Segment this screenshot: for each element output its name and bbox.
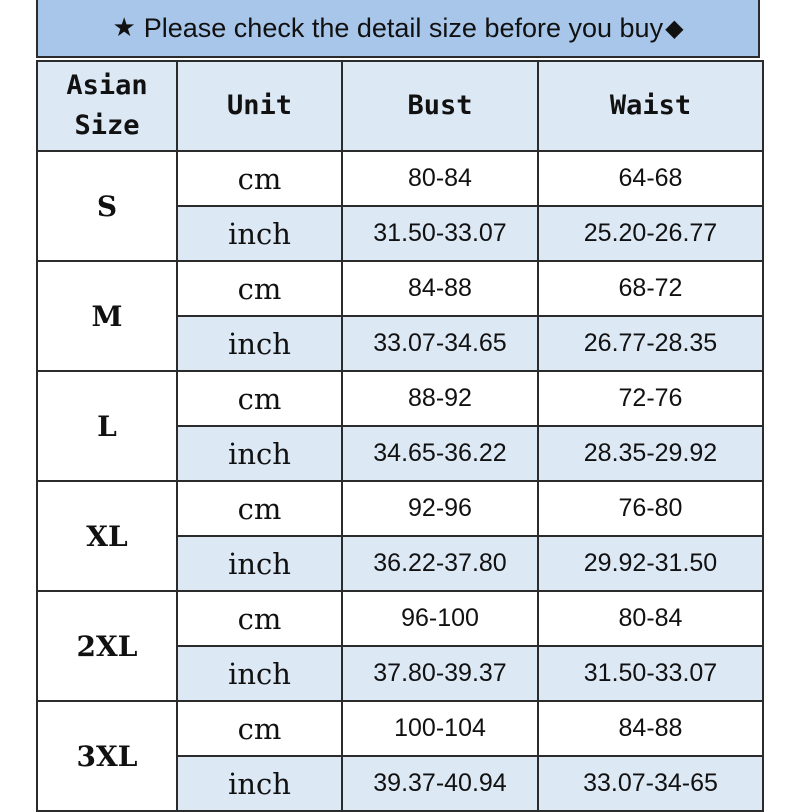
waist-cell: 84-88 <box>538 701 763 756</box>
waist-cell: 33.07-34-65 <box>538 756 763 811</box>
size-label: M <box>37 261 177 371</box>
size-label: S <box>37 151 177 261</box>
bust-cell: 36.22-37.80 <box>342 536 538 591</box>
unit-cell: cm <box>177 701 342 756</box>
bust-cell: 39.37-40.94 <box>342 756 538 811</box>
header-asian-size-line1: Asian <box>66 70 148 101</box>
table-row <box>37 261 763 316</box>
table-row <box>37 701 763 756</box>
table-row <box>37 591 763 646</box>
star-icon: ★ <box>112 13 136 43</box>
bust-cell: 96-100 <box>342 591 538 646</box>
unit-cell: inch <box>177 536 342 591</box>
bust-cell: 34.65-36.22 <box>342 426 538 481</box>
waist-cell: 64-68 <box>538 151 763 206</box>
waist-cell: 26.77-28.35 <box>538 316 763 371</box>
bust-cell: 84-88 <box>342 261 538 316</box>
size-label: 2XL <box>37 591 177 701</box>
unit-cell: cm <box>177 591 342 646</box>
table-row <box>37 371 763 426</box>
bust-cell: 100-104 <box>342 701 538 756</box>
size-label: L <box>37 371 177 481</box>
bust-cell: 88-92 <box>342 371 538 426</box>
bust-cell: 33.07-34.65 <box>342 316 538 371</box>
waist-cell: 76-80 <box>538 481 763 536</box>
bust-cell: 80-84 <box>342 151 538 206</box>
waist-cell: 80-84 <box>538 591 763 646</box>
waist-cell: 29.92-31.50 <box>538 536 763 591</box>
unit-cell: inch <box>177 316 342 371</box>
unit-cell: cm <box>177 261 342 316</box>
unit-cell: inch <box>177 206 342 261</box>
waist-cell: 72-76 <box>538 371 763 426</box>
size-table <box>36 60 764 812</box>
waist-cell: 68-72 <box>538 261 763 316</box>
table-header-row <box>37 61 763 151</box>
unit-cell: inch <box>177 426 342 481</box>
unit-cell: cm <box>177 371 342 426</box>
bust-cell: 92-96 <box>342 481 538 536</box>
unit-cell: inch <box>177 756 342 811</box>
header-bust: Bust <box>342 61 538 151</box>
unit-cell: cm <box>177 151 342 206</box>
diamond-icon: ◆ <box>665 14 684 42</box>
waist-cell: 28.35-29.92 <box>538 426 763 481</box>
table-body <box>37 151 763 811</box>
header-asian-size-line2: Size <box>74 110 140 141</box>
bust-cell: 37.80-39.37 <box>342 646 538 701</box>
banner-text: Please check the detail size before you buy <box>143 12 664 43</box>
header-asian-size <box>37 61 177 151</box>
unit-cell: inch <box>177 646 342 701</box>
table-row <box>37 151 763 206</box>
bust-cell: 31.50-33.07 <box>342 206 538 261</box>
header-unit: Unit <box>177 61 342 151</box>
header-waist: Waist <box>538 61 763 151</box>
waist-cell: 25.20-26.77 <box>538 206 763 261</box>
size-label: 3XL <box>37 701 177 811</box>
waist-cell: 31.50-33.07 <box>538 646 763 701</box>
size-notice-banner <box>36 0 760 58</box>
table-row <box>37 481 763 536</box>
unit-cell: cm <box>177 481 342 536</box>
size-label: XL <box>37 481 177 591</box>
